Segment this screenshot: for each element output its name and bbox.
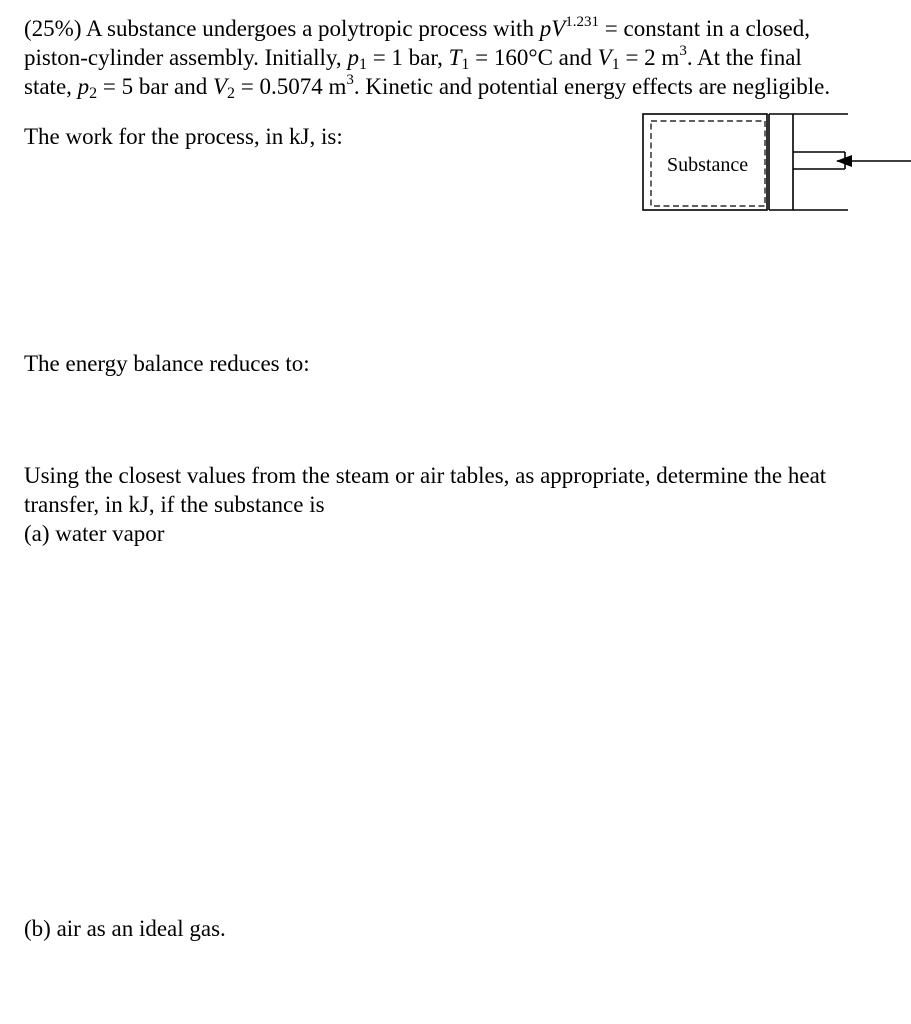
p1-subscript: 1: [358, 56, 367, 73]
line3-text-4: . Kinetic and potential energy effects are negligible.: [353, 74, 831, 99]
volume-symbol: V: [551, 16, 566, 41]
p1-symbol: p: [347, 45, 359, 70]
part-b-label: (b) air as an ideal gas.: [24, 916, 226, 941]
problem-line1-suffix: = constant in a closed,: [599, 16, 810, 41]
line3-text-2: = 5 bar and: [97, 74, 213, 99]
v2-unit-superscript: 3: [346, 72, 354, 88]
t1-subscript: 1: [461, 56, 470, 73]
energy-balance-question: The energy balance reduces to:: [24, 351, 310, 376]
problem-line-3: [24, 66, 830, 108]
v2-symbol: V: [212, 74, 228, 99]
work-question: The work for the process, in kJ, is:: [24, 124, 343, 149]
substance-label: Substance: [667, 154, 749, 176]
line2-text-5: . At the final: [686, 45, 802, 70]
heat-transfer-question-line-2: transfer, in kJ, if the substance is: [24, 492, 325, 517]
problem-intro-text: (25%) A substance undergoes a polytropic process with: [24, 16, 540, 41]
t1-symbol: T: [448, 45, 462, 70]
pressure-symbol: p: [539, 16, 552, 41]
line3-text-3: = 0.5074 m: [235, 74, 347, 99]
p2-symbol: p: [77, 74, 90, 99]
v1-subscript: 1: [611, 56, 620, 73]
part-a-label: (a) water vapor: [24, 521, 165, 546]
line3-text-1: state,: [24, 74, 78, 99]
polytropic-exponent: 1.231: [565, 14, 600, 30]
v1-unit-superscript: 3: [679, 43, 687, 59]
piston-cylinder-diagram: [640, 112, 911, 214]
line2-text-1: piston-cylinder assembly. Initially,: [24, 45, 348, 70]
p2-subscript: 2: [89, 85, 98, 102]
v1-symbol: V: [597, 45, 612, 70]
line2-text-4: = 2 m: [619, 45, 680, 70]
force-arrow-icon: [836, 155, 852, 167]
line2-text-3: = 160°C and: [469, 45, 598, 70]
line2-text-2: = 1 bar,: [366, 45, 449, 70]
v2-subscript: 2: [227, 85, 236, 102]
heat-transfer-question-line-1: Using the closest values from the steam or air tables, as appropriate, determine the heat: [24, 463, 827, 488]
